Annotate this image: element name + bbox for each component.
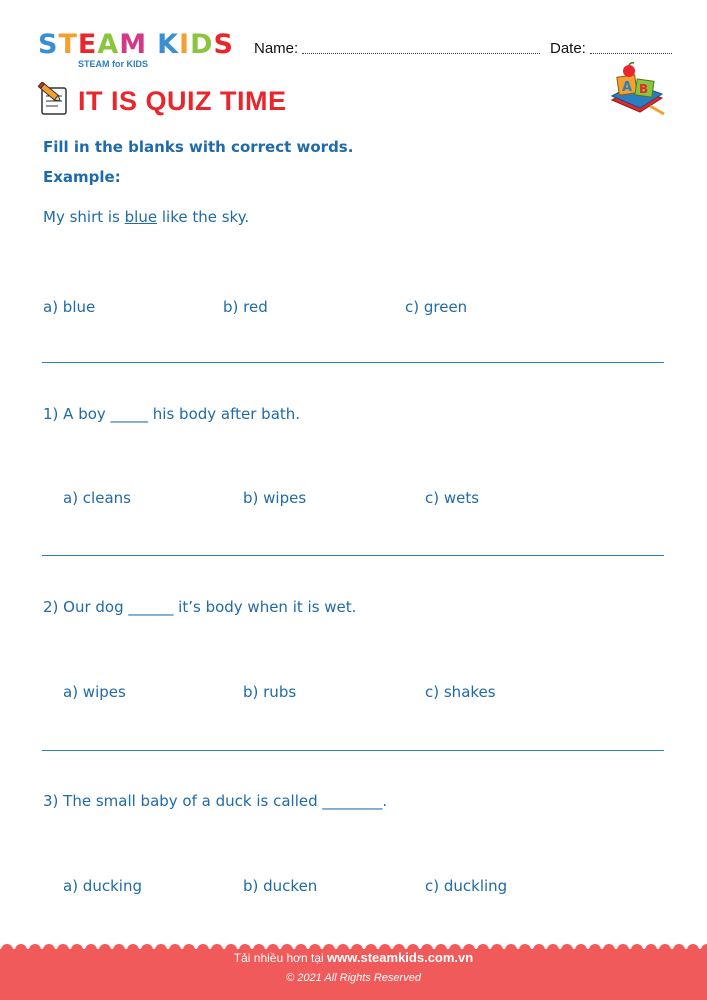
footer-download-text — [0, 950, 707, 965]
question-3: 3) The small baby of a duck is called ________. — [43, 792, 388, 810]
svg-text:A: A — [622, 80, 633, 95]
question-3-option-b[interactable]: b) ducken — [243, 877, 318, 895]
question-1-option-b[interactable]: b) wipes — [243, 489, 307, 507]
logo-letter: T — [58, 29, 78, 60]
logo-letter: I — [179, 29, 191, 60]
date-label: Date: — [550, 40, 586, 57]
logo-letter: S — [38, 29, 59, 60]
question-2: 2) Our dog ______ it’s body when it is wet. — [43, 598, 357, 616]
logo-letter: A — [97, 29, 120, 60]
example-sentence — [43, 208, 249, 226]
pencil-paper-icon — [36, 82, 72, 118]
divider — [42, 362, 664, 363]
example-after: like the sky. — [157, 208, 250, 226]
logo-letter: M — [119, 29, 148, 60]
steam-kids-logo — [38, 30, 238, 70]
example-before: My shirt is — [43, 208, 120, 226]
abc-books-apple-icon — [606, 62, 666, 118]
footer-copyright: © 2021 All Rights Reserved — [286, 972, 421, 984]
question-1-option-a[interactable]: a) cleans — [63, 489, 131, 507]
logo-letter: K — [157, 29, 180, 60]
logo-letter: S — [213, 29, 234, 60]
example-answer: blue — [124, 208, 158, 226]
divider — [42, 750, 664, 751]
instruction-heading: Fill in the blanks with correct words. — [43, 138, 354, 156]
question-2-option-b[interactable]: b) rubs — [243, 683, 297, 701]
example-option-c: c) green — [405, 298, 468, 316]
example-option-a: a) blue — [43, 298, 96, 316]
quiz-title: IT IS QUIZ TIME — [78, 86, 287, 116]
footer-site-link[interactable]: www.steamkids.com.vn — [327, 950, 474, 965]
question-2-option-c[interactable]: c) shakes — [425, 683, 496, 701]
question-3-option-c[interactable]: c) duckling — [425, 877, 508, 895]
logo-subtitle: STEAM for KIDS — [78, 59, 149, 69]
date-field[interactable] — [590, 53, 672, 54]
question-1-option-c[interactable]: c) wets — [425, 489, 480, 507]
divider — [42, 555, 664, 556]
logo-letter: D — [190, 29, 214, 60]
footer-prefix: Tải nhiều hơn tại — [233, 951, 328, 965]
svg-text:B: B — [639, 82, 649, 96]
name-label: Name: — [254, 40, 299, 57]
question-3-option-a[interactable]: a) ducking — [63, 877, 142, 895]
question-2-option-a[interactable]: a) wipes — [63, 683, 126, 701]
logo-letter: E — [77, 29, 98, 60]
logo-title — [38, 30, 234, 60]
example-option-b: b) red — [223, 298, 268, 316]
example-label: Example: — [43, 168, 121, 186]
question-1: 1) A boy _____ his body after bath. — [43, 405, 301, 423]
name-field[interactable] — [302, 53, 540, 54]
